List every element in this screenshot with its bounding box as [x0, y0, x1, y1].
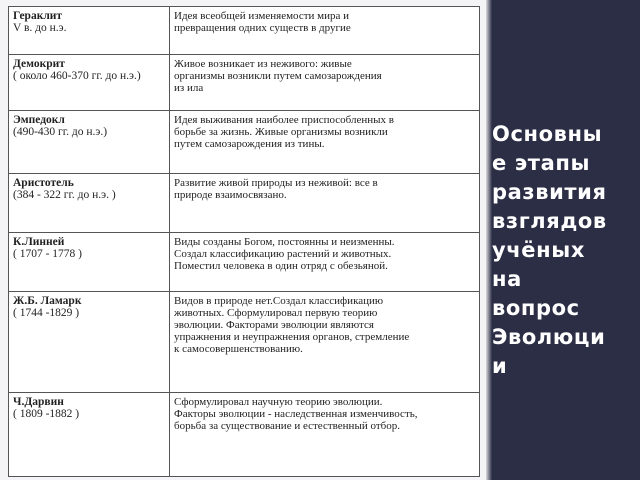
idea-text-line: Виды созданы Богом, постоянны и неизменны. — [174, 236, 395, 248]
table-row — [9, 393, 480, 477]
slide-heading: Основны е этапы развития взглядов учёных на вопрос Эволюци и — [492, 122, 607, 378]
scientist-name: Эмпедокл — [13, 114, 65, 126]
scientist-years: (384 - 322 гг. до н.э. ) — [13, 189, 116, 201]
idea-text-line: борьбе за жизнь. Живые организмы возникли — [174, 126, 388, 138]
scientist-cell — [9, 7, 170, 55]
idea-text-line: упражнения и неупражнения органов, стремление — [174, 331, 410, 343]
idea-cell — [170, 292, 480, 393]
scientist-name: Ж.Б. Ламарк — [13, 295, 82, 307]
scientist-name: Гераклит — [13, 10, 63, 22]
idea-text-line: эволюции. Факторами эволюции являются — [174, 319, 374, 331]
idea-cell — [170, 55, 480, 111]
scientist-cell — [9, 292, 170, 393]
idea-text-line: организмы возникли путем самозарождения — [174, 70, 382, 82]
scientist-years: ( 1809 -1882 ) — [13, 408, 80, 420]
idea-text-line: Сформулировал научную теорию эволюции. — [174, 396, 383, 408]
idea-text-line: путем самозарождения из тины. — [174, 138, 325, 150]
scientist-years: V в. до н.э. — [13, 22, 67, 34]
idea-text-line: Факторы эволюции - наследственная изменчивость, — [174, 408, 418, 420]
scientist-years: ( около 460-370 гг. до н.э.) — [13, 70, 141, 82]
scientist-name: К.Линней — [13, 236, 65, 248]
scientist-cell — [9, 174, 170, 233]
idea-cell — [170, 7, 480, 55]
idea-text-line: Видов в природе нет.Создал классификацию — [174, 295, 384, 307]
scientist-cell — [9, 55, 170, 111]
scientist-years: (490-430 гг. до н.э.) — [13, 126, 108, 138]
idea-text-line: борьба за существование и естественный отбор. — [174, 420, 400, 432]
idea-text-line: Живое возникает из неживого: живые — [174, 58, 352, 70]
scientist-cell — [9, 233, 170, 292]
idea-cell — [170, 233, 480, 292]
table-row — [9, 111, 480, 174]
idea-text-line: превращения одних существ в другие — [174, 22, 351, 34]
idea-text-line: Развитие живой природы из неживой: все в — [174, 177, 378, 189]
idea-cell — [170, 393, 480, 477]
idea-text-line: Поместил человека в один отряд с обезьяной. — [174, 260, 388, 272]
scientist-years: ( 1707 - 1778 ) — [13, 248, 82, 260]
idea-text-line: Идея выживания наиболее приспособленных в — [174, 114, 394, 126]
idea-cell — [170, 174, 480, 233]
table-row — [9, 174, 480, 233]
idea-cell — [170, 111, 480, 174]
scientist-cell — [9, 393, 170, 477]
idea-text-line: к самосовершенствованию. — [174, 343, 303, 355]
table-row — [9, 55, 480, 111]
table-row — [9, 292, 480, 393]
scientist-name: Демокрит — [13, 58, 65, 70]
table-row — [9, 233, 480, 292]
idea-text-line: животных. Сформулировал первую теорию — [174, 307, 378, 319]
scientist-name: Ч.Дарвин — [13, 396, 64, 408]
idea-text-line: природе взаимосвязано. — [174, 189, 287, 201]
evolution-views-table — [8, 6, 480, 477]
scientist-name: Аристотель — [13, 177, 74, 189]
idea-text-line: из ила — [174, 82, 204, 94]
scientist-cell — [9, 111, 170, 174]
idea-text-line: Идея всеобщей изменяемости мира и — [174, 10, 350, 22]
table-row — [9, 7, 480, 55]
idea-text-line: Создал классификацию растений и животных. — [174, 248, 392, 260]
scientist-years: ( 1744 -1829 ) — [13, 307, 80, 319]
